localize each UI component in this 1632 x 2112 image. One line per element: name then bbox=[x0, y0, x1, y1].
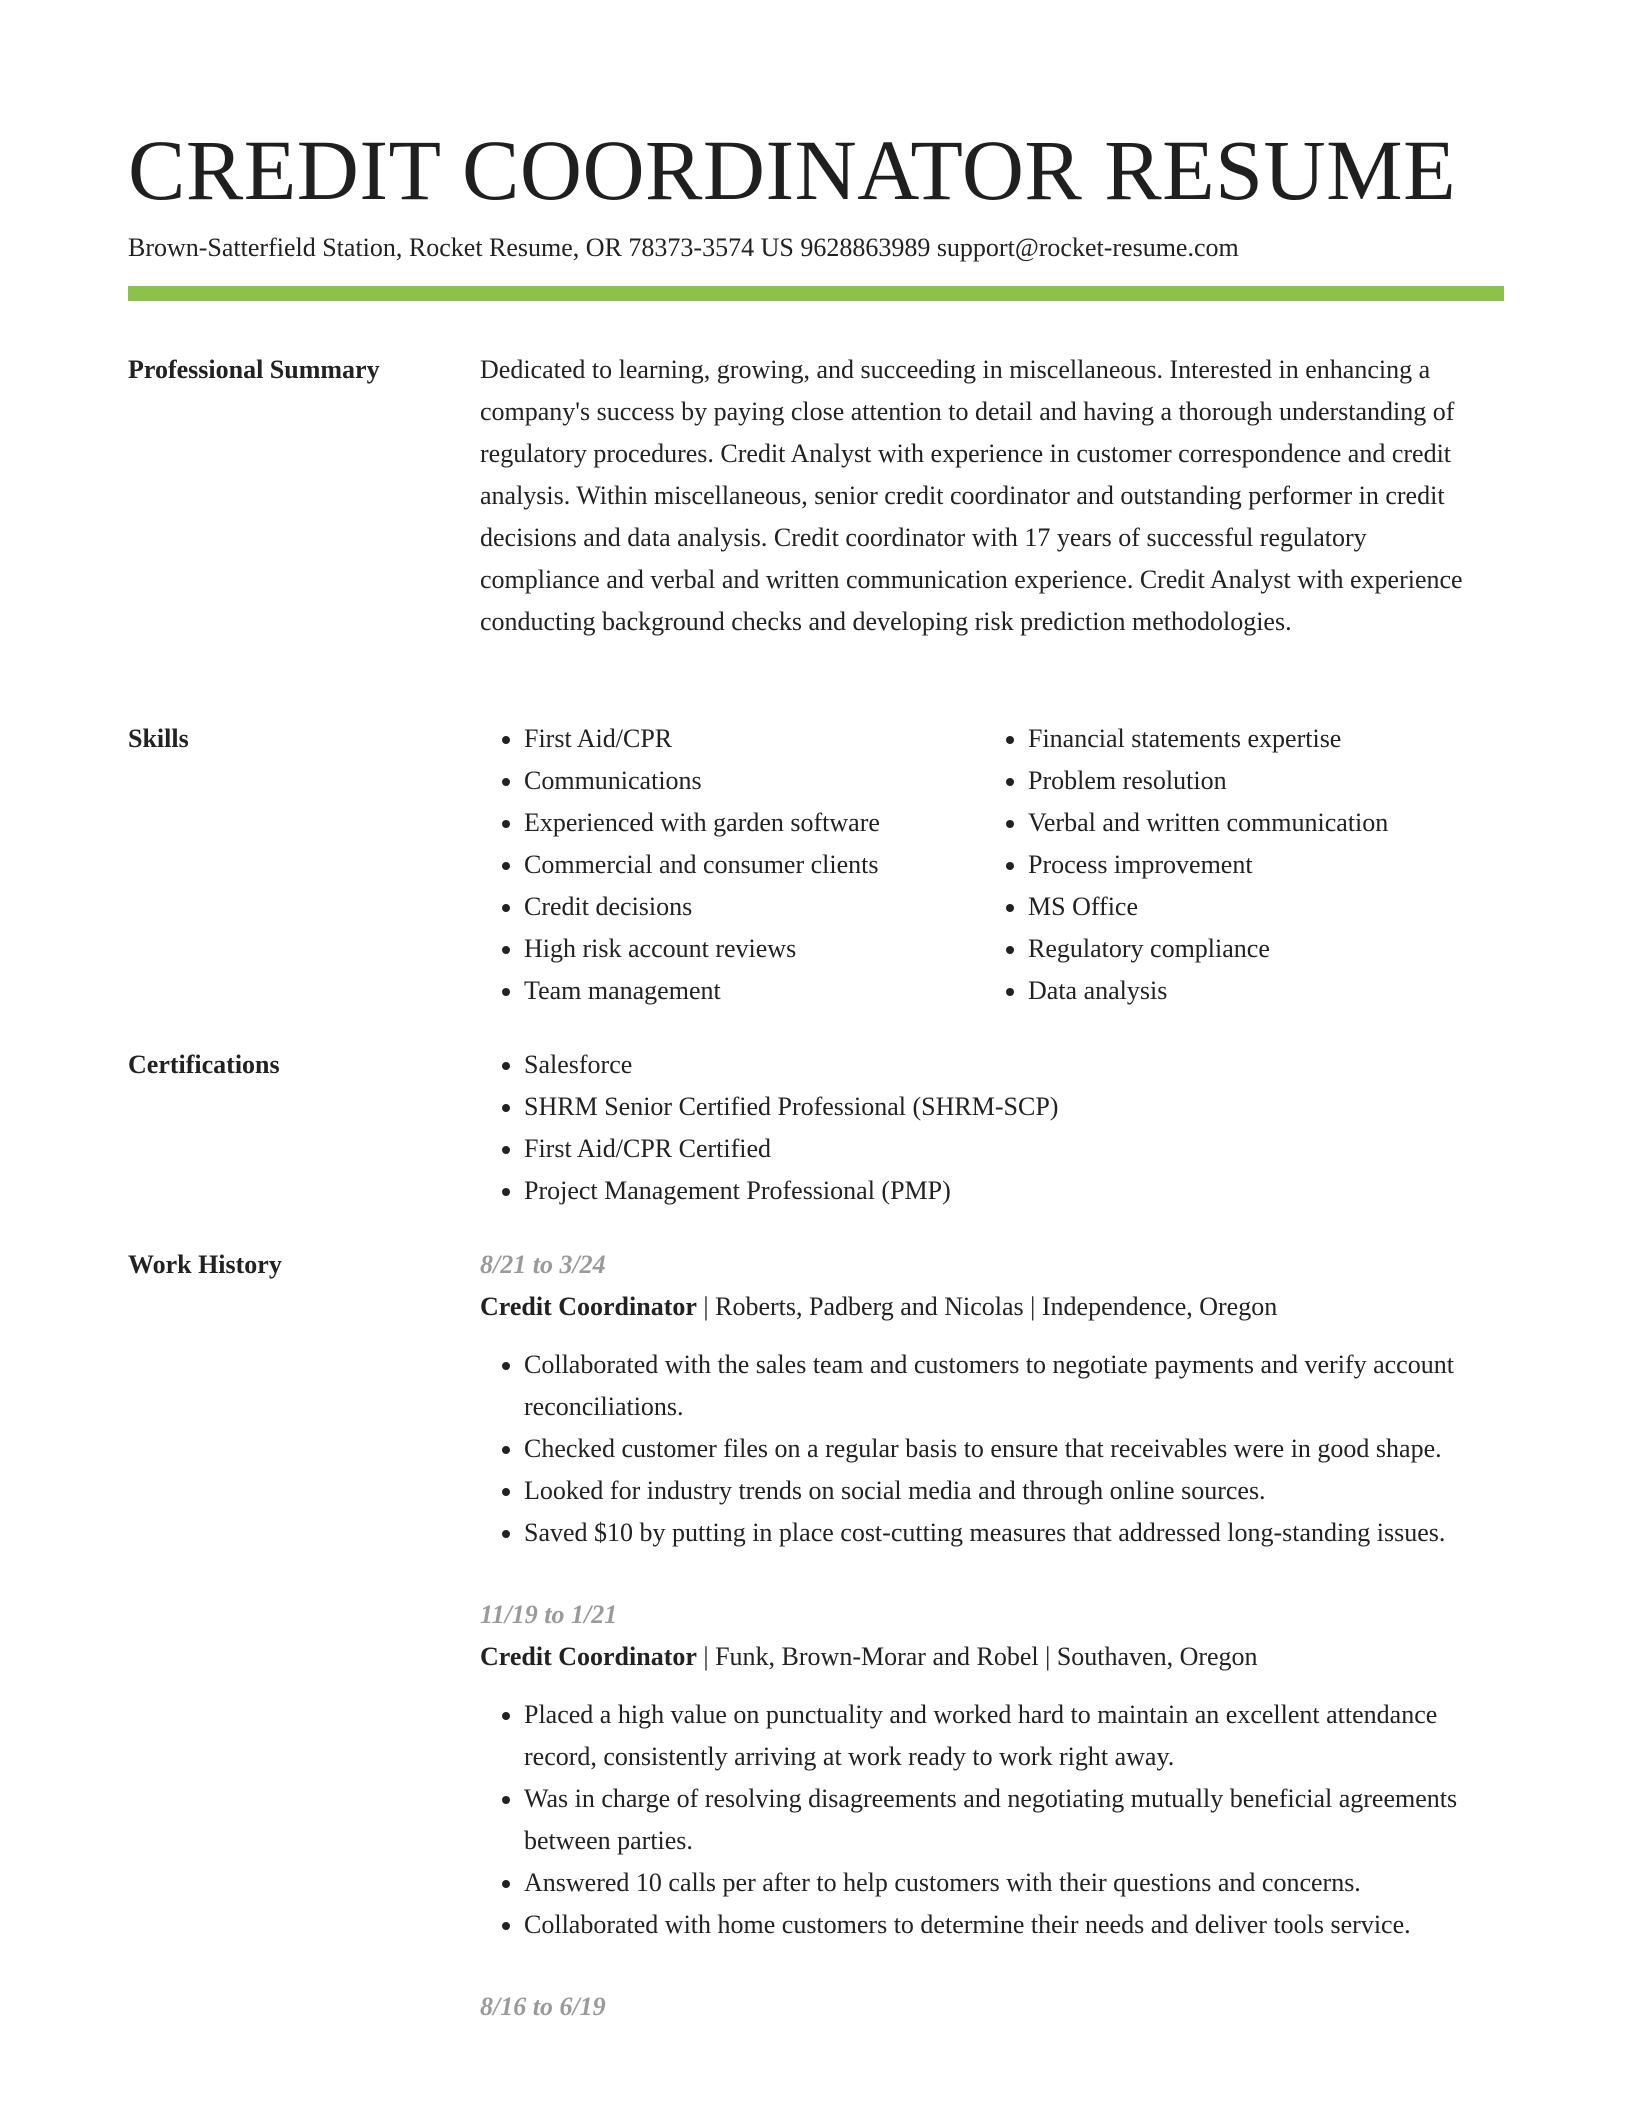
job-dates: 11/19 to 1/21 bbox=[480, 1600, 618, 1629]
job-employer-location: | Roberts, Padberg and Nicolas | Independence, Oregon bbox=[696, 1292, 1278, 1321]
work-history-body bbox=[480, 1244, 1504, 2068]
job-bullet: • Was in charge of resolving disagreements and negotiating mutually beneficial agreements between parties. bbox=[524, 1778, 1504, 1862]
skill-item: • Data analysis bbox=[1028, 970, 1488, 1012]
job-title: Credit Coordinator bbox=[480, 1642, 697, 1671]
skill-item: • First Aid/CPR bbox=[524, 718, 984, 760]
job-bullet: • Collaborated with home customers to determine their needs and deliver tools service. bbox=[524, 1904, 1504, 1946]
skill-item: • Commercial and consumer clients bbox=[524, 844, 984, 886]
skill-item: • MS Office bbox=[1028, 886, 1488, 928]
skill-item: • Regulatory compliance bbox=[1028, 928, 1488, 970]
skill-item: • Process improvement bbox=[1028, 844, 1488, 886]
job-entry bbox=[480, 1244, 1504, 1554]
job-bullet: • Answered 10 calls per after to help customers with their questions and concerns. bbox=[524, 1862, 1504, 1904]
section-label-summary: Professional Summary bbox=[128, 355, 380, 384]
job-bullet: • Placed a high value on punctuality and worked hard to maintain an excellent attendance record, consistently arriving at work ready to work right away. bbox=[524, 1694, 1504, 1778]
skill-item: • Experienced with garden software bbox=[524, 802, 984, 844]
section-label-skills: Skills bbox=[128, 724, 189, 753]
skill-item: • Financial statements expertise bbox=[1028, 718, 1488, 760]
job-employer-location: | Funk, Brown-Morar and Robel | Southaven, Oregon bbox=[696, 1642, 1258, 1671]
job-entry bbox=[480, 1594, 1504, 1946]
certification-item: • First Aid/CPR Certified bbox=[524, 1128, 1504, 1170]
job-dates: 8/21 to 3/24 bbox=[480, 1250, 606, 1279]
skill-item: • Credit decisions bbox=[524, 886, 984, 928]
section-label-work-history: Work History bbox=[128, 1250, 282, 1279]
job-dates: 8/16 to 6/19 bbox=[480, 1992, 606, 2021]
skills-list-left bbox=[480, 718, 984, 1012]
skill-item: • Verbal and written communication bbox=[1028, 802, 1488, 844]
job-bullet: • Looked for industry trends on social media and through online sources. bbox=[524, 1470, 1504, 1512]
certifications-body bbox=[480, 1044, 1504, 1212]
skills-columns bbox=[480, 718, 1504, 1012]
job-heading bbox=[480, 1636, 1504, 1678]
header-divider bbox=[128, 286, 1504, 301]
job-bullets bbox=[480, 1694, 1504, 1946]
job-entry bbox=[480, 1986, 1504, 2028]
job-heading bbox=[480, 1286, 1504, 1328]
section-label-certifications: Certifications bbox=[128, 1050, 280, 1079]
certifications-list bbox=[480, 1044, 1504, 1212]
skill-item: • High risk account reviews bbox=[524, 928, 984, 970]
job-bullet: • Saved $10 by putting in place cost-cutting measures that addressed long-standing issues. bbox=[524, 1512, 1504, 1554]
skills-body bbox=[480, 718, 1504, 1012]
certification-item: • SHRM Senior Certified Professional (SHRM-SCP) bbox=[524, 1086, 1504, 1128]
skill-item: • Communications bbox=[524, 760, 984, 802]
summary-body bbox=[480, 349, 1504, 643]
summary-text: Dedicated to learning, growing, and succeeding in miscellaneous. Interested in enhancing a company's success by paying close attention to detail and having a thorough understanding of regulatory procedures. Credit Analyst with experience in customer correspondence and credit analysis. Within miscellaneous, senior credit coordinator and outstanding performer in credit decisions and data analysis. Credit coordinator with 17 years of successful regulatory compliance and verbal and written communication experience. Credit Analyst with experience conducting background checks and developing risk prediction methodologies. bbox=[480, 355, 1463, 636]
skill-item: • Team management bbox=[524, 970, 984, 1012]
skills-list-right bbox=[984, 718, 1488, 1012]
contact-line: Brown-Satterfield Station, Rocket Resume, OR 78373-3574 US 9628863989 support@rocket-resume.com bbox=[128, 233, 1239, 262]
job-bullet: • Checked customer files on a regular basis to ensure that receivables were in good shape. bbox=[524, 1428, 1504, 1470]
skill-item: • Problem resolution bbox=[1028, 760, 1488, 802]
certification-item: • Project Management Professional (PMP) bbox=[524, 1170, 1504, 1212]
certification-item: • Salesforce bbox=[524, 1044, 1504, 1086]
job-bullet: • Collaborated with the sales team and customers to negotiate payments and verify account reconciliations. bbox=[524, 1344, 1504, 1428]
page-title: CREDIT COORDINATOR RESUME bbox=[128, 122, 1457, 218]
job-bullets bbox=[480, 1344, 1504, 1554]
job-title: Credit Coordinator bbox=[480, 1292, 697, 1321]
